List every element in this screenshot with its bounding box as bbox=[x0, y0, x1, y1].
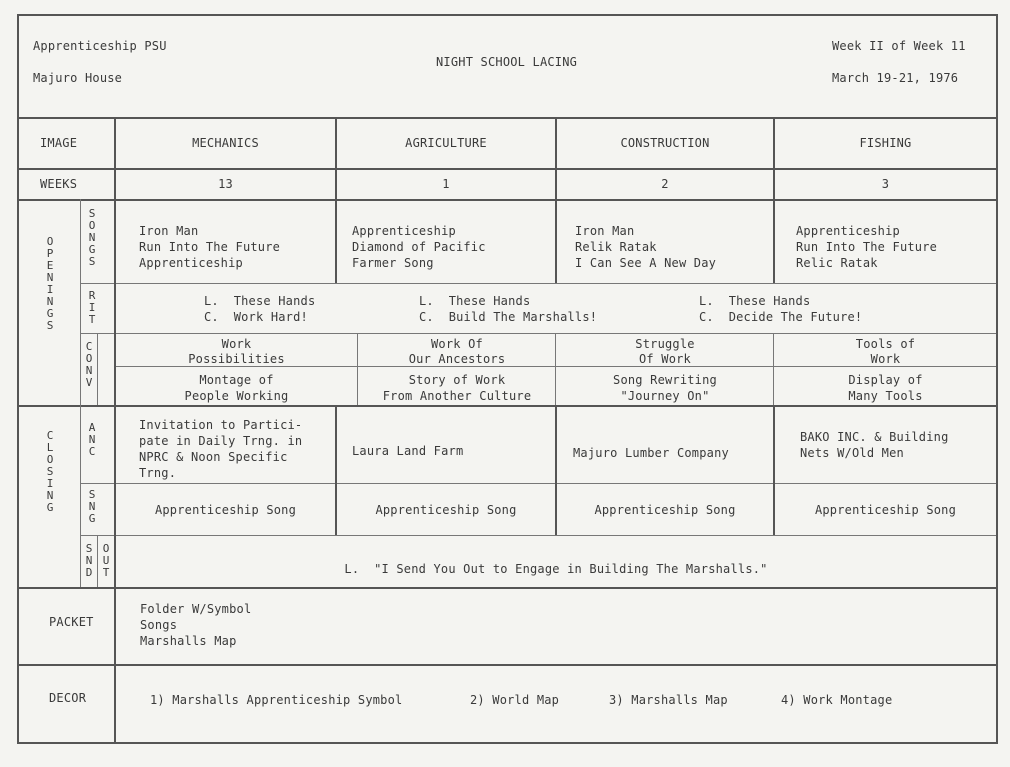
decor-item-1: 1) Marshalls Apprenticeship Symbol bbox=[150, 693, 403, 707]
col-rule-section bbox=[80, 199, 81, 587]
conv-mechanics-bottom-2: People Working bbox=[184, 389, 289, 403]
conv-construction-bottom-1: Song Rewriting bbox=[613, 373, 717, 387]
header-title: NIGHT SCHOOL LACING bbox=[436, 55, 578, 69]
col-rule-label bbox=[114, 117, 116, 744]
col-rule-sendout bbox=[97, 535, 98, 587]
songs-fishing-2: Run Into The Future bbox=[796, 240, 938, 254]
conv-agriculture-top-1: Work Of bbox=[431, 337, 483, 351]
songs-agriculture-1: Apprenticeship bbox=[352, 224, 456, 238]
rite-group-3-chorus: C. Decide The Future! bbox=[699, 310, 863, 324]
conv-fishing-top-1: Tools of bbox=[855, 337, 916, 351]
top-border bbox=[17, 14, 998, 16]
col-rule-conv bbox=[97, 333, 98, 405]
image-row-label: IMAGE bbox=[40, 136, 78, 150]
header-week: Week II of Week 11 bbox=[832, 39, 966, 53]
anc-mechanics-3: NPRC & Noon Specific bbox=[139, 450, 288, 464]
conv-agriculture-top-2: Our Ancestors bbox=[408, 352, 506, 366]
col-rule-4b bbox=[773, 333, 774, 405]
weeks-row-label: WEEKS bbox=[40, 177, 78, 191]
conv-mechanics-bottom-1: Montage of bbox=[199, 373, 274, 387]
rule-under-openings bbox=[17, 405, 998, 407]
conv-fishing-bottom-1: Display of bbox=[848, 373, 923, 387]
anc-sub-label: A N C bbox=[88, 421, 96, 458]
decor-item-3: 3) Marshalls Map bbox=[609, 693, 728, 707]
songs-mechanics-1: Iron Man bbox=[139, 224, 199, 238]
rule-under-header bbox=[17, 117, 998, 119]
songs-agriculture-3: Farmer Song bbox=[352, 256, 434, 270]
conv-fishing-bottom-2: Many Tools bbox=[848, 389, 923, 403]
rite-group-1-chorus: C. Work Hard! bbox=[204, 310, 308, 324]
anc-fishing-2: Nets W/Old Men bbox=[800, 446, 904, 460]
packet-item-2: Songs bbox=[140, 618, 178, 632]
image-agriculture: AGRICULTURE bbox=[405, 136, 487, 150]
songs-mechanics-2: Run Into The Future bbox=[139, 240, 281, 254]
anc-mechanics-4: Trng. bbox=[139, 466, 177, 480]
weeks-agriculture: 1 bbox=[442, 177, 450, 191]
anc-fishing-1: BAKO INC. & Building bbox=[800, 430, 949, 444]
sendout-text: L. "I Send You Out to Engage in Building The Marshalls." bbox=[344, 562, 768, 576]
sendout-label-left: S N D bbox=[85, 542, 93, 579]
rite-group-3-leader: L. These Hands bbox=[699, 294, 811, 308]
packet-item-3: Marshalls Map bbox=[140, 634, 237, 648]
songs-fishing-3: Relic Ratak bbox=[796, 256, 878, 270]
rule-under-image bbox=[17, 168, 998, 170]
songs-mechanics-3: Apprenticeship bbox=[139, 256, 243, 270]
col-rule-2b bbox=[357, 333, 358, 405]
header-date: March 19-21, 1976 bbox=[832, 71, 959, 85]
rule-under-rite bbox=[80, 333, 996, 334]
songs-sub-label: S O N G S bbox=[88, 207, 96, 268]
weeks-construction: 2 bbox=[661, 177, 669, 191]
conv-mechanics-top-1: Work bbox=[221, 337, 252, 351]
rite-group-1-leader: L. These Hands bbox=[204, 294, 316, 308]
image-construction: CONSTRUCTION bbox=[620, 136, 710, 150]
songs-fishing-1: Apprenticeship bbox=[796, 224, 900, 238]
openings-section-label: O P E N I N G S bbox=[46, 235, 54, 332]
conv-mechanics-top-2: Possibilities bbox=[188, 352, 285, 366]
rule-under-anc bbox=[80, 483, 996, 484]
song-sub-label: S N G bbox=[88, 488, 96, 525]
closing-section-label: C L O S I N G bbox=[46, 429, 54, 514]
conv-agriculture-bottom-2: From Another Culture bbox=[382, 389, 532, 403]
conv-construction-bottom-2: "Journey On" bbox=[620, 389, 710, 403]
weeks-mechanics: 13 bbox=[218, 177, 233, 191]
header-location: Majuro House bbox=[33, 71, 123, 85]
packet-label: PACKET bbox=[49, 615, 94, 629]
rite-group-2-leader: L. These Hands bbox=[419, 294, 531, 308]
decor-item-4: 4) Work Montage bbox=[781, 693, 893, 707]
weeks-fishing: 3 bbox=[881, 177, 890, 191]
rule-under-weeks bbox=[17, 199, 998, 201]
anc-agriculture: Laura Land Farm bbox=[352, 444, 464, 458]
bottom-border bbox=[17, 742, 998, 744]
closing-song-fishing: Apprenticeship Song bbox=[814, 503, 957, 517]
songs-construction-3: I Can See A New Day bbox=[575, 256, 717, 270]
conv-agriculture-bottom-1: Story of Work bbox=[408, 373, 506, 387]
rite-sub-label: R I T bbox=[88, 289, 96, 326]
sendout-label-right: O U T bbox=[102, 542, 110, 579]
conv-sub-label: C O N V bbox=[85, 340, 93, 389]
closing-song-agriculture: Apprenticeship Song bbox=[375, 503, 517, 517]
packet-item-1: Folder W/Symbol bbox=[140, 602, 252, 616]
decor-item-2: 2) World Map bbox=[470, 693, 560, 707]
anc-construction: Majuro Lumber Company bbox=[573, 446, 729, 460]
songs-agriculture-2: Diamond of Pacific bbox=[352, 240, 486, 254]
conv-construction-top-1: Struggle bbox=[635, 337, 695, 351]
left-border bbox=[17, 14, 19, 744]
col-rule-3b bbox=[555, 333, 556, 405]
conv-construction-top-2: Of Work bbox=[639, 352, 691, 366]
closing-song-construction: Apprenticeship Song bbox=[594, 503, 736, 517]
closing-song-mechanics: Apprenticeship Song bbox=[154, 503, 297, 517]
decor-label: DECOR bbox=[49, 691, 87, 705]
anc-mechanics-1: Invitation to Partici- bbox=[139, 418, 303, 432]
rule-under-song bbox=[80, 535, 996, 536]
rule-under-songs bbox=[80, 283, 996, 284]
image-fishing: FISHING bbox=[859, 136, 912, 150]
anc-mechanics-2: pate in Daily Trng. in bbox=[139, 434, 303, 448]
conv-fishing-top-2: Work bbox=[870, 352, 901, 366]
songs-construction-1: Iron Man bbox=[575, 224, 635, 238]
rite-group-2-chorus: C. Build The Marshalls! bbox=[419, 310, 598, 324]
header-program: Apprenticeship PSU bbox=[33, 39, 167, 53]
image-mechanics: MECHANICS bbox=[192, 136, 259, 150]
rule-under-packet bbox=[17, 664, 998, 666]
songs-construction-2: Relik Ratak bbox=[575, 240, 657, 254]
rule-under-closing bbox=[17, 587, 998, 589]
right-border bbox=[996, 14, 998, 744]
